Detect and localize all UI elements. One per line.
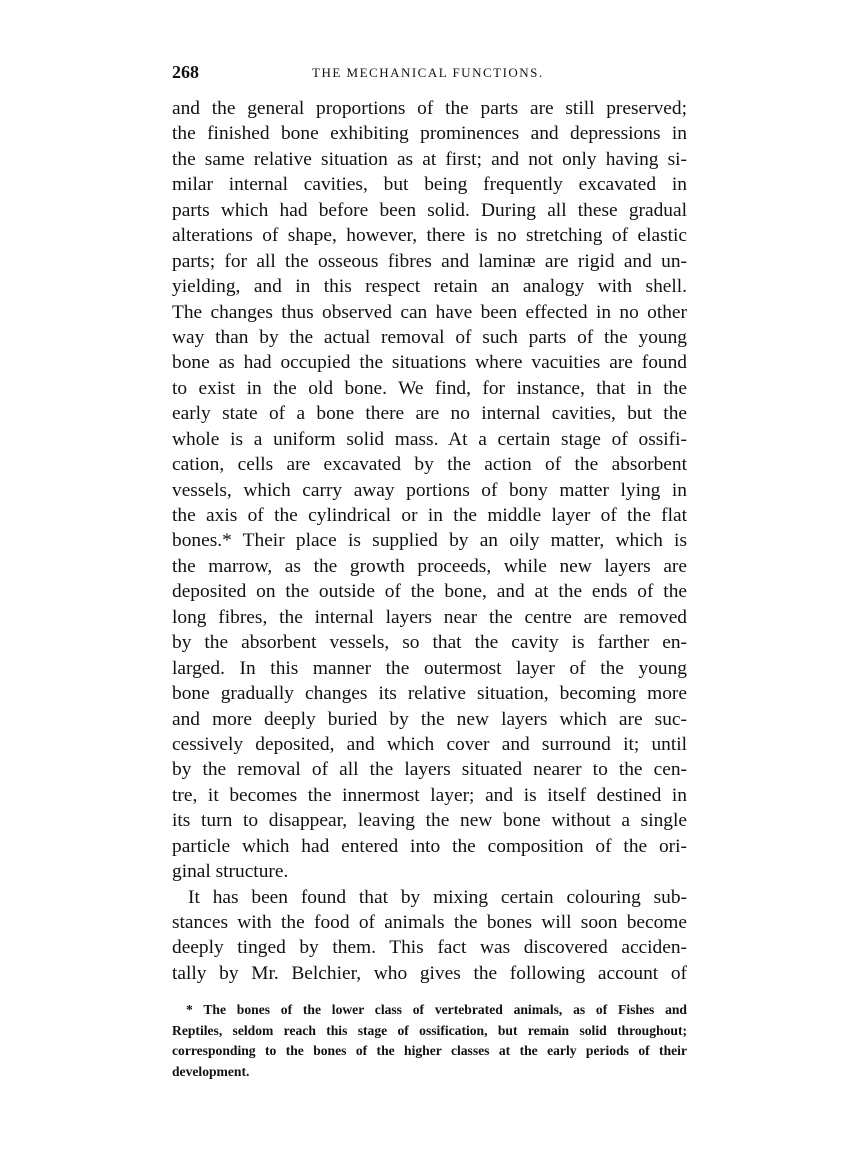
text-line: stances with the food of animals the bones will soon become [172,912,687,933]
footnote-line: corresponding to the bones of the higher classes at the early periods of their [172,1043,687,1058]
footnote-line: Reptiles, seldom reach this stage of ossification, but remain solid throughout; [172,1022,687,1038]
text-line: vessels, which carry away portions of bony matter lying in [172,479,687,501]
text-line: bone as had occupied the situations where vacuities are found [172,352,687,374]
page-number: 268 [172,62,199,82]
text-line: the marrow, as the growth proceeds, while new layers are [172,555,687,577]
footnote [172,1000,687,1082]
text-line: and more deeply buried by the new layers which are suc- [172,708,687,730]
text-line: larged. In this manner the outermost layer of the young [172,657,687,679]
text-line: milar internal cavities, but being frequently excavated in [172,174,687,196]
text-line: tre, it becomes the innermost layer; and is itself destined in [172,784,687,806]
running-title: THE MECHANICAL FUNCTIONS. [312,65,544,80]
text-line: to exist in the old bone. We find, for instance, that in the [172,377,687,399]
text-line: its turn to disappear, leaving the new bone without a single [172,810,687,832]
text-line: deposited on the outside of the bone, and at the ends of the [172,581,687,603]
text-line: bones.* Their place is supplied by an oily matter, which is [172,530,687,552]
text-line: by the removal of all the layers situated nearer to the cen- [172,759,687,781]
text-line: early state of a bone there are no internal cavities, but the [172,403,687,425]
text-line: the axis of the cylindrical or in the middle layer of the flat [172,505,687,526]
footnote-line: development. [172,1063,250,1079]
text-line: cation, cells are excavated by the action of the absorbent [172,454,687,476]
text-line: parts which had before been solid. During all these gradual [172,199,687,221]
text-line: particle which had entered into the composition of the ori- [172,835,687,857]
text-line: cessively deposited, and which cover and surround it; until [172,733,687,755]
text-line: by the absorbent vessels, so that the cavity is farther en- [172,632,687,654]
text-line: deeply tinged by them. This fact was discovered acciden- [172,937,687,959]
text-line: the finished bone exhibiting prominences and depressions in [172,123,687,145]
text-line: way than by the actual removal of such parts of the young [172,326,687,348]
body-text [172,96,687,986]
text-line: alterations of shape, however, there is no stretching of elastic [172,225,687,247]
text-line: parts; for all the osseous fibres and laminæ are rigid and un- [172,250,687,272]
text-line: long fibres, the internal layers near the centre are removed [172,606,687,628]
footnote-line: * The bones of the lower class of vertebrated animals, as of Fishes and [186,1002,687,1017]
text-line: the same relative situation as at first; and not only having si- [172,148,687,170]
text-line: and the general proportions of the parts are still preserved; [172,98,687,119]
text-line: The changes thus observed can have been effected in no other [172,301,687,323]
text-line: whole is a uniform solid mass. At a certain stage of ossifi- [172,428,687,450]
text-line: ginal structure. [172,861,289,883]
page-header [172,62,687,86]
text-line: tally by Mr. Belchier, who gives the following account of [172,962,687,984]
text-line: yielding, and in this respect retain an analogy with shell. [172,276,687,298]
text-line: It has been found that by mixing certain colouring sub- [188,886,687,908]
text-line: bone gradually changes its relative situation, becoming more [172,683,687,705]
